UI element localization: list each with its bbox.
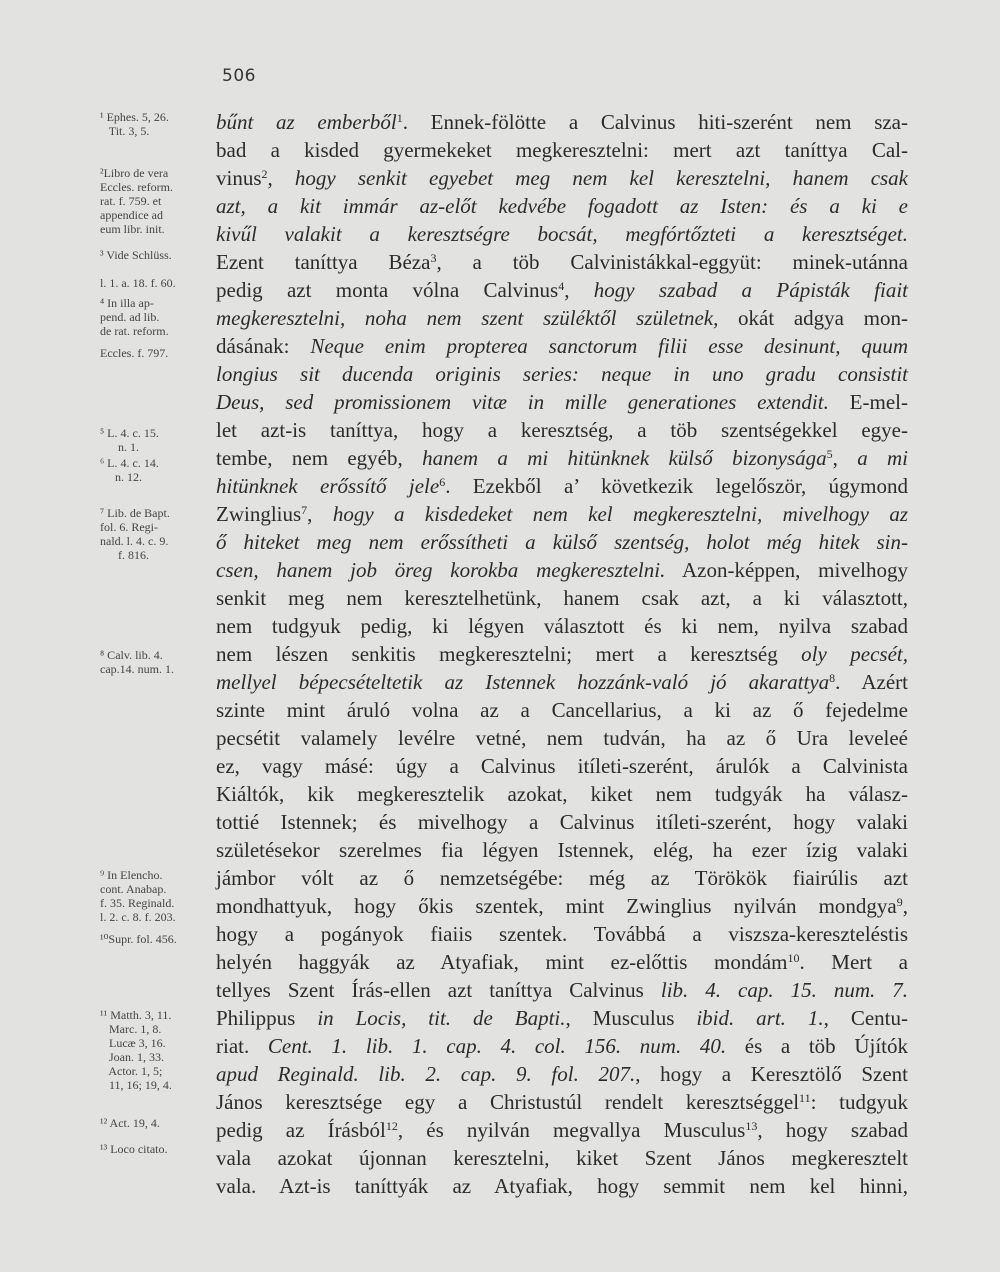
text-run: , Musculus bbox=[565, 1006, 697, 1030]
italic-text: csen, hanem job öreg korokba megkeresztelni. bbox=[216, 558, 666, 582]
margin-note: ¹⁰Supr. fol. 456. bbox=[100, 932, 177, 946]
italic-text: lib. 4. cap. 15. num. 7. bbox=[660, 978, 908, 1002]
footnote-marker: 7 bbox=[301, 503, 308, 517]
text-run: bad a kisded gyermekeket megkeresztelni: mert azt taníttya Cal- bbox=[216, 138, 908, 162]
italic-text: ibid. art. 1. bbox=[696, 1006, 824, 1030]
text-line bbox=[216, 1004, 908, 1032]
text-line bbox=[216, 192, 908, 220]
text-run: Kiáltók, kik megkeresztelik azokat, kiket nem tudgyák ha válasz- bbox=[216, 782, 908, 806]
text-line bbox=[216, 752, 908, 780]
text-line bbox=[216, 1144, 908, 1172]
text-line bbox=[216, 248, 908, 276]
text-run: riat. bbox=[216, 1034, 268, 1058]
text-run: , bbox=[832, 446, 858, 470]
text-run: , a töb Calvinistákkal-eggyüt: minek-utánna bbox=[436, 250, 908, 274]
text-run: pecsétit valamely levélre vetné, nem tudván, ha az ő Ura leveleé bbox=[216, 726, 908, 750]
margin-note: ³ Vide Schlüss. bbox=[100, 248, 172, 262]
text-line bbox=[216, 780, 908, 808]
margin-note: ⁵ L. 4. c. 15. n. 1. bbox=[100, 426, 159, 454]
text-run: tottié Istennek; és mivelhogy a Calvinus itíleti-szerént, hogy valaki bbox=[216, 810, 908, 834]
italic-text: in Locis, tit. de Bapti. bbox=[317, 1006, 566, 1030]
italic-text: oly pecsét, bbox=[801, 642, 908, 666]
italic-text: megkeresztelni, noha nem szent szüléktől születnek, bbox=[216, 306, 719, 330]
text-run: , bbox=[267, 166, 295, 190]
text-line bbox=[216, 220, 908, 248]
text-line bbox=[216, 360, 908, 388]
text-run: Ezent taníttya Béza bbox=[216, 250, 431, 274]
text-line bbox=[216, 836, 908, 864]
text-run: , és nyilván megvallya Musculus bbox=[397, 1118, 746, 1142]
text-run: nem tudgyuk pedig, ki légyen választott és ki nem, nyilva szabad bbox=[216, 614, 908, 638]
text-run: Azon-képpen, mivelhogy bbox=[665, 558, 908, 582]
text-line bbox=[216, 584, 908, 612]
text-run: vala azokat újonnan keresztelni, kiket Szent János megkeresztelt bbox=[216, 1146, 908, 1170]
body-text bbox=[216, 108, 908, 1200]
text-run: E-mel- bbox=[828, 390, 908, 414]
text-run: senkit meg nem keresztelhetünk, hanem csak azt, a ki választott, bbox=[216, 586, 908, 610]
italic-text: Cent. 1. lib. 1. cap. 4. col. 156. num. 40. bbox=[267, 1034, 727, 1058]
text-line bbox=[216, 1032, 908, 1060]
text-line bbox=[216, 920, 908, 948]
text-run: születésekor szerelmes fia légyen Istennek, elég, ha ezer ízig valaki bbox=[216, 838, 908, 862]
footnote-marker: 8 bbox=[829, 671, 836, 685]
text-run: Zwinglius bbox=[216, 502, 302, 526]
text-line bbox=[216, 948, 908, 976]
text-run: szinte mint áruló volna az a Cancellarius, a ki az ő fejedelme bbox=[216, 698, 908, 722]
text-line bbox=[216, 864, 908, 892]
footnote-marker: 3 bbox=[430, 251, 437, 265]
text-run: , hogy szabad bbox=[757, 1118, 908, 1142]
text-run: . Ezekből a’ következik legelőször, úgymond bbox=[445, 474, 908, 498]
text-run: Philippus bbox=[216, 1006, 318, 1030]
text-line bbox=[216, 668, 908, 696]
italic-text: hogy senkit egyebet meg nem kel keresztelni, hanem csak bbox=[294, 166, 909, 190]
text-line bbox=[216, 136, 908, 164]
text-run: és a töb Újítók bbox=[726, 1034, 908, 1058]
italic-text: bűnt az emberből bbox=[216, 110, 397, 134]
footnote-marker: 12 bbox=[385, 1119, 398, 1133]
text-run: , hogy a Keresztölő Szent bbox=[635, 1062, 908, 1086]
text-run: , bbox=[564, 278, 594, 302]
italic-text: kivűl valakit a keresztségre bocsát, megfórtőzteti a keresztséget. bbox=[216, 222, 908, 246]
text-run: . Ennek-fölötte a Calvinus hiti-szerént nem sza- bbox=[402, 110, 908, 134]
text-run: let azt-is taníttya, hogy a keresztség, a töb szentségekkel egye- bbox=[216, 418, 908, 442]
footnote-marker: 6 bbox=[439, 475, 446, 489]
text-run: tellyes Szent Írás-ellen azt taníttya Calvinus bbox=[216, 978, 661, 1002]
italic-text: apud Reginald. lib. 2. cap. 9. fol. 207. bbox=[216, 1062, 636, 1086]
italic-text: longius sit ducenda originis series: neque in uno gradu consistit bbox=[216, 362, 908, 386]
italic-text: ő hiteket meg nem erőssítheti a külső szentség, holot még hitek sin- bbox=[216, 530, 908, 554]
margin-note: ⁸ Calv. lib. 4. cap.14. num. 1. bbox=[100, 648, 174, 676]
text-run: nem lészen senkitis megkeresztelni; mert a keresztség bbox=[216, 642, 802, 666]
text-line bbox=[216, 1060, 908, 1088]
text-line bbox=[216, 500, 908, 528]
footnote-marker: 13 bbox=[745, 1119, 758, 1133]
text-run: tembe, nem egyéb, bbox=[216, 446, 423, 470]
footnote-marker: 5 bbox=[826, 447, 833, 461]
text-run: helyén haggyák az Atyafiak, mint ez-előttis mondám bbox=[216, 950, 788, 974]
italic-text: hanem a mi hitünknek külső bizonysága bbox=[422, 446, 827, 470]
footnote-marker: 1 bbox=[396, 111, 403, 125]
text-line bbox=[216, 1116, 908, 1144]
footnote-marker: 11 bbox=[799, 1091, 811, 1105]
text-line bbox=[216, 164, 908, 192]
italic-text: Neque enim propterea sanctorum filii esse desinunt, quum bbox=[310, 334, 908, 358]
text-run: hogy a pogányok fiaiis szentek. Továbbá a viszsza-kereszteléstis bbox=[216, 922, 908, 946]
italic-text: hogy szabad a Pápisták fiait bbox=[593, 278, 909, 302]
text-run: jámbor vólt az ő nemzetségébe: még az Törökök fiairúlis azt bbox=[216, 866, 908, 890]
text-line bbox=[216, 892, 908, 920]
text-line bbox=[216, 332, 908, 360]
text-line bbox=[216, 388, 908, 416]
margin-note: ¹² Act. 19, 4. bbox=[100, 1116, 160, 1130]
margin-note: ²Libro de vera Eccles. reform. rat. f. 759. et appendice ad eum libr. init. bbox=[100, 166, 173, 236]
footnote-marker: 4 bbox=[558, 279, 565, 293]
text-run: pedig az Írásból bbox=[216, 1118, 386, 1142]
text-line bbox=[216, 808, 908, 836]
margin-note: l. 1. a. 18. f. 60. bbox=[100, 276, 176, 290]
text-line bbox=[216, 276, 908, 304]
text-line bbox=[216, 444, 908, 472]
text-run: mondhattyuk, hogy őkis szentek, mint Zwinglius nyilván mondgya bbox=[216, 894, 897, 918]
text-run: okát adgya mon- bbox=[718, 306, 908, 330]
text-line bbox=[216, 472, 908, 500]
text-run: , bbox=[902, 894, 908, 918]
italic-text: mellyel bépecsételtetik az Istennek hozzánk-való jó akarattya bbox=[216, 670, 830, 694]
text-line bbox=[216, 528, 908, 556]
text-line bbox=[216, 976, 908, 1004]
text-run: János keresztsége egy a Christustúl rendelt keresztséggel bbox=[216, 1090, 800, 1114]
margin-note: ¹¹ Matth. 3, 11. Marc. 1, 8. Lucæ 3, 16. Joan. 1, 33. Actor. 1, 5; 11, 16; 19, 4. bbox=[100, 1008, 172, 1092]
text-run: , bbox=[307, 502, 333, 526]
text-line bbox=[216, 612, 908, 640]
text-line bbox=[216, 108, 908, 136]
text-run: . Mert a bbox=[799, 950, 908, 974]
italic-text: a mi bbox=[857, 446, 909, 470]
margin-note: Eccles. f. 797. bbox=[100, 346, 169, 360]
text-line bbox=[216, 640, 908, 668]
text-line bbox=[216, 724, 908, 752]
margin-note: ⁷ Lib. de Bapt. fol. 6. Regi- nald. l. 4. c. 9. f. 816. bbox=[100, 506, 170, 562]
text-line bbox=[216, 556, 908, 584]
footnote-marker: 9 bbox=[896, 895, 903, 909]
text-line bbox=[216, 304, 908, 332]
italic-text: Deus, sed promissionem vitæ in mille generationes extendit. bbox=[216, 390, 829, 414]
text-run: . Azért bbox=[835, 670, 908, 694]
text-run: vala. Azt-is taníttyák az Atyafiak, hogy semmit nem kel hinni, bbox=[216, 1174, 908, 1198]
italic-text: azt, a kit immár az-előt kedvébe fogadott az Isten: és a ki e bbox=[216, 194, 908, 218]
footnote-marker: 2 bbox=[261, 167, 268, 181]
text-run: dásának: bbox=[216, 334, 311, 358]
text-run: : tudgyuk bbox=[810, 1090, 909, 1114]
text-run: vinus bbox=[216, 166, 262, 190]
text-line bbox=[216, 696, 908, 724]
margin-note: ¹³ Loco citato. bbox=[100, 1142, 168, 1156]
margin-note: ⁹ In Elencho. cont. Anabap. f. 35. Reginald. l. 2. c. 8. f. 203. bbox=[100, 868, 176, 924]
italic-text: hitünknek erőssítő jele bbox=[216, 474, 440, 498]
margin-note: ¹ Ephes. 5, 26. Tit. 3, 5. bbox=[100, 110, 169, 138]
text-line bbox=[216, 416, 908, 444]
text-run: pedig azt monta vólna Calvinus bbox=[216, 278, 559, 302]
text-line bbox=[216, 1088, 908, 1116]
text-run: ez, vagy másé: úgy a Calvinus itíleti-szerént, árulók a Calvinista bbox=[216, 754, 908, 778]
footnote-marker: 10 bbox=[787, 951, 800, 965]
text-run: , Centu- bbox=[823, 1006, 908, 1030]
margin-note: ⁴ In illa ap- pend. ad lib. de rat. reform. bbox=[100, 296, 169, 338]
text-line bbox=[216, 1172, 908, 1200]
margin-note: ⁶ L. 4. c. 14. n. 12. bbox=[100, 456, 159, 484]
page-number: 506 bbox=[222, 66, 256, 86]
italic-text: hogy a kisdedeket nem kel megkeresztelni, mivelhogy az bbox=[332, 502, 908, 526]
